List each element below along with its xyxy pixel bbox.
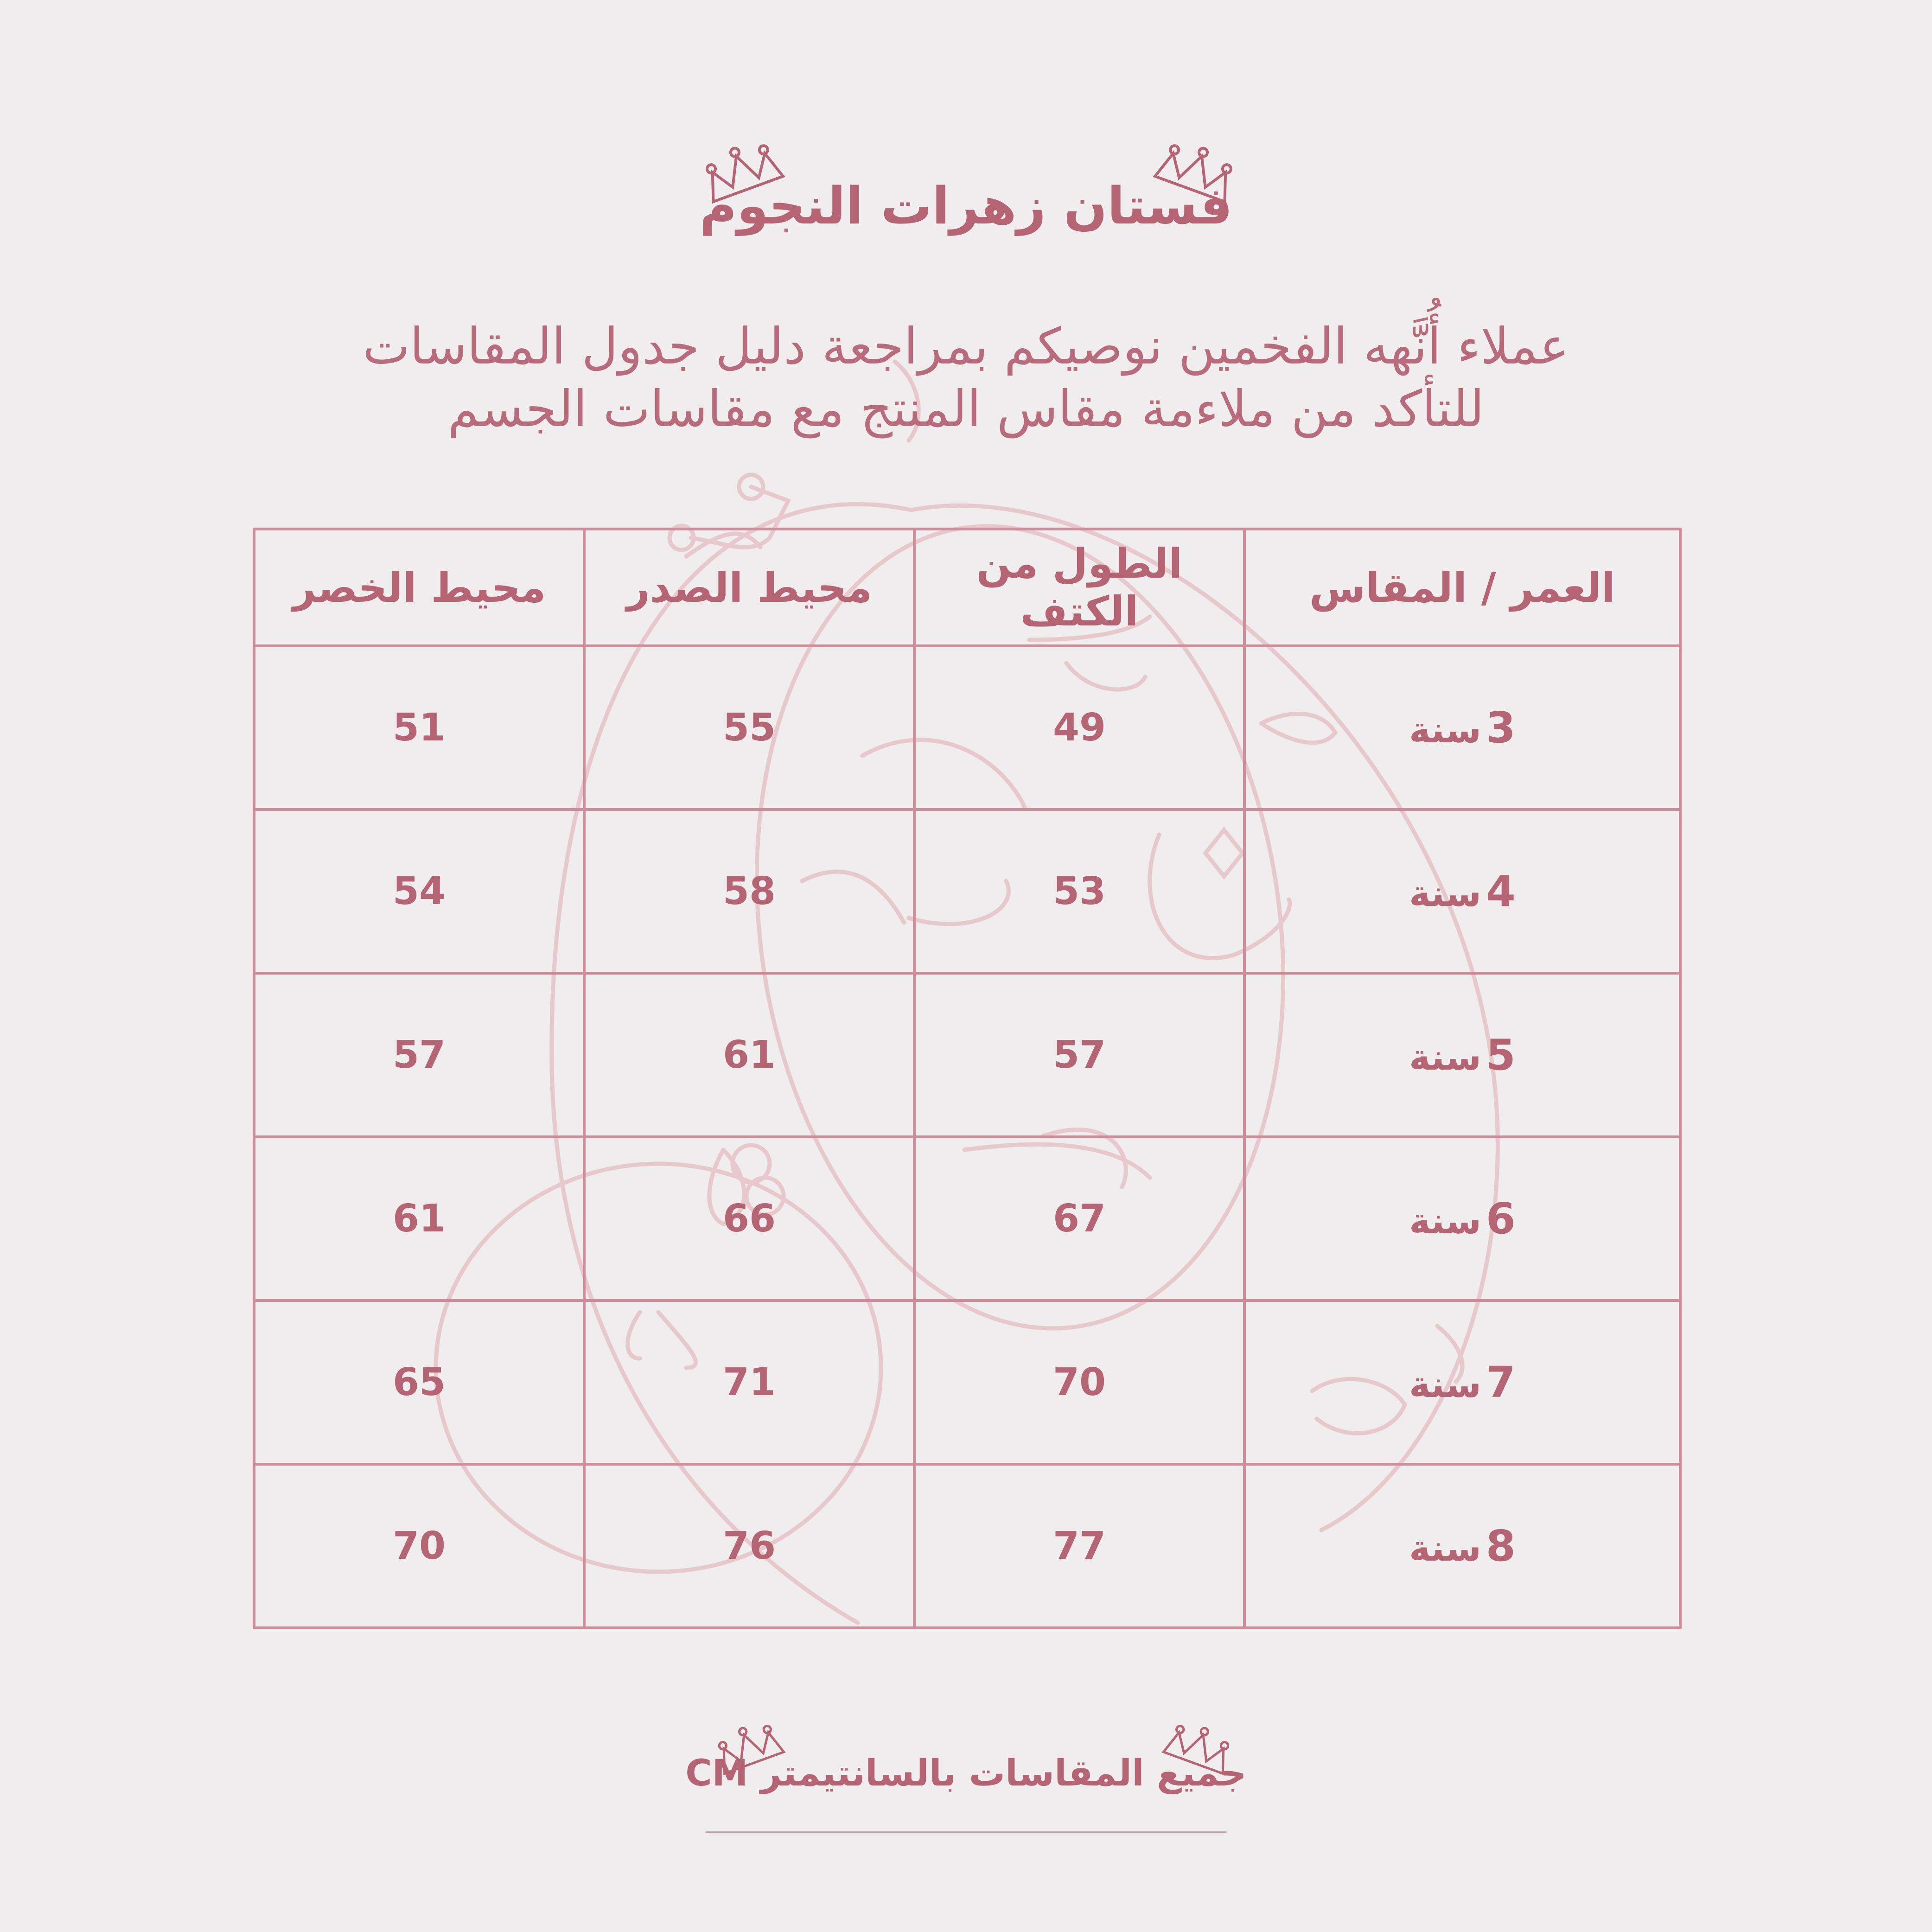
title-section	[0, 134, 1932, 255]
footer-divider	[706, 1831, 1226, 1833]
length-cell: 53	[914, 810, 1244, 973]
age-cell	[1244, 810, 1680, 973]
chest-cell: 71	[584, 1301, 914, 1464]
age-unit: سنة	[1409, 873, 1481, 915]
age-cell	[1244, 1137, 1680, 1301]
waist-cell: 51	[254, 646, 584, 810]
intro-line-2: للتأكد من ملاءمة مقاس المنتج مع مقاسات الجسم	[447, 380, 1485, 438]
age-unit: سنة	[1409, 709, 1481, 751]
size-chart-table	[253, 528, 1682, 1629]
intro-text	[232, 315, 1700, 440]
chest-cell: 76	[584, 1464, 914, 1628]
header-chest: محيط الصدر	[584, 529, 914, 646]
chest-cell: 55	[584, 646, 914, 810]
table-row	[254, 1301, 1680, 1464]
length-cell: 57	[914, 973, 1244, 1137]
age-number: 8	[1486, 1521, 1516, 1571]
table-row	[254, 973, 1680, 1137]
waist-cell: 54	[254, 810, 584, 973]
age-unit: سنة	[1409, 1200, 1481, 1242]
chest-cell: 58	[584, 810, 914, 973]
length-cell: 49	[914, 646, 1244, 810]
footer-note: جميع المقاسات بالسانتيمتر CM	[685, 1753, 1247, 1794]
age-number: 5	[1486, 1030, 1516, 1080]
header-waist: محيط الخصر	[254, 529, 584, 646]
age-number: 6	[1486, 1194, 1516, 1243]
length-cell: 67	[914, 1137, 1244, 1301]
age-cell	[1244, 1301, 1680, 1464]
age-cell	[1244, 646, 1680, 810]
header-length: الطول من الكتف	[914, 529, 1244, 646]
page-title: فستان زهرات النجوم	[699, 176, 1233, 236]
age-number: 7	[1486, 1358, 1516, 1407]
header-age: العمر / المقاس	[1244, 529, 1680, 646]
waist-cell: 61	[254, 1137, 584, 1301]
waist-cell: 70	[254, 1464, 584, 1628]
length-cell: 70	[914, 1301, 1244, 1464]
age-cell	[1244, 973, 1680, 1137]
age-number: 3	[1486, 703, 1516, 752]
table-row	[254, 646, 1680, 810]
age-cell	[1244, 1464, 1680, 1628]
table-row	[254, 1464, 1680, 1628]
length-cell: 77	[914, 1464, 1244, 1628]
waist-cell: 65	[254, 1301, 584, 1464]
chest-cell: 61	[584, 973, 914, 1137]
waist-cell: 57	[254, 973, 584, 1137]
age-unit: سنة	[1409, 1037, 1481, 1078]
chest-cell: 66	[584, 1137, 914, 1301]
age-unit: سنة	[1409, 1528, 1481, 1569]
table-header-row	[254, 529, 1680, 646]
age-number: 4	[1486, 867, 1516, 916]
table-row	[254, 1137, 1680, 1301]
table-row	[254, 810, 1680, 973]
intro-line-1: عملاء أُنَّهه الفخمين نوصيكم بمراجعة دليل جدول المقاسات	[363, 318, 1569, 376]
age-unit: سنة	[1409, 1364, 1481, 1406]
